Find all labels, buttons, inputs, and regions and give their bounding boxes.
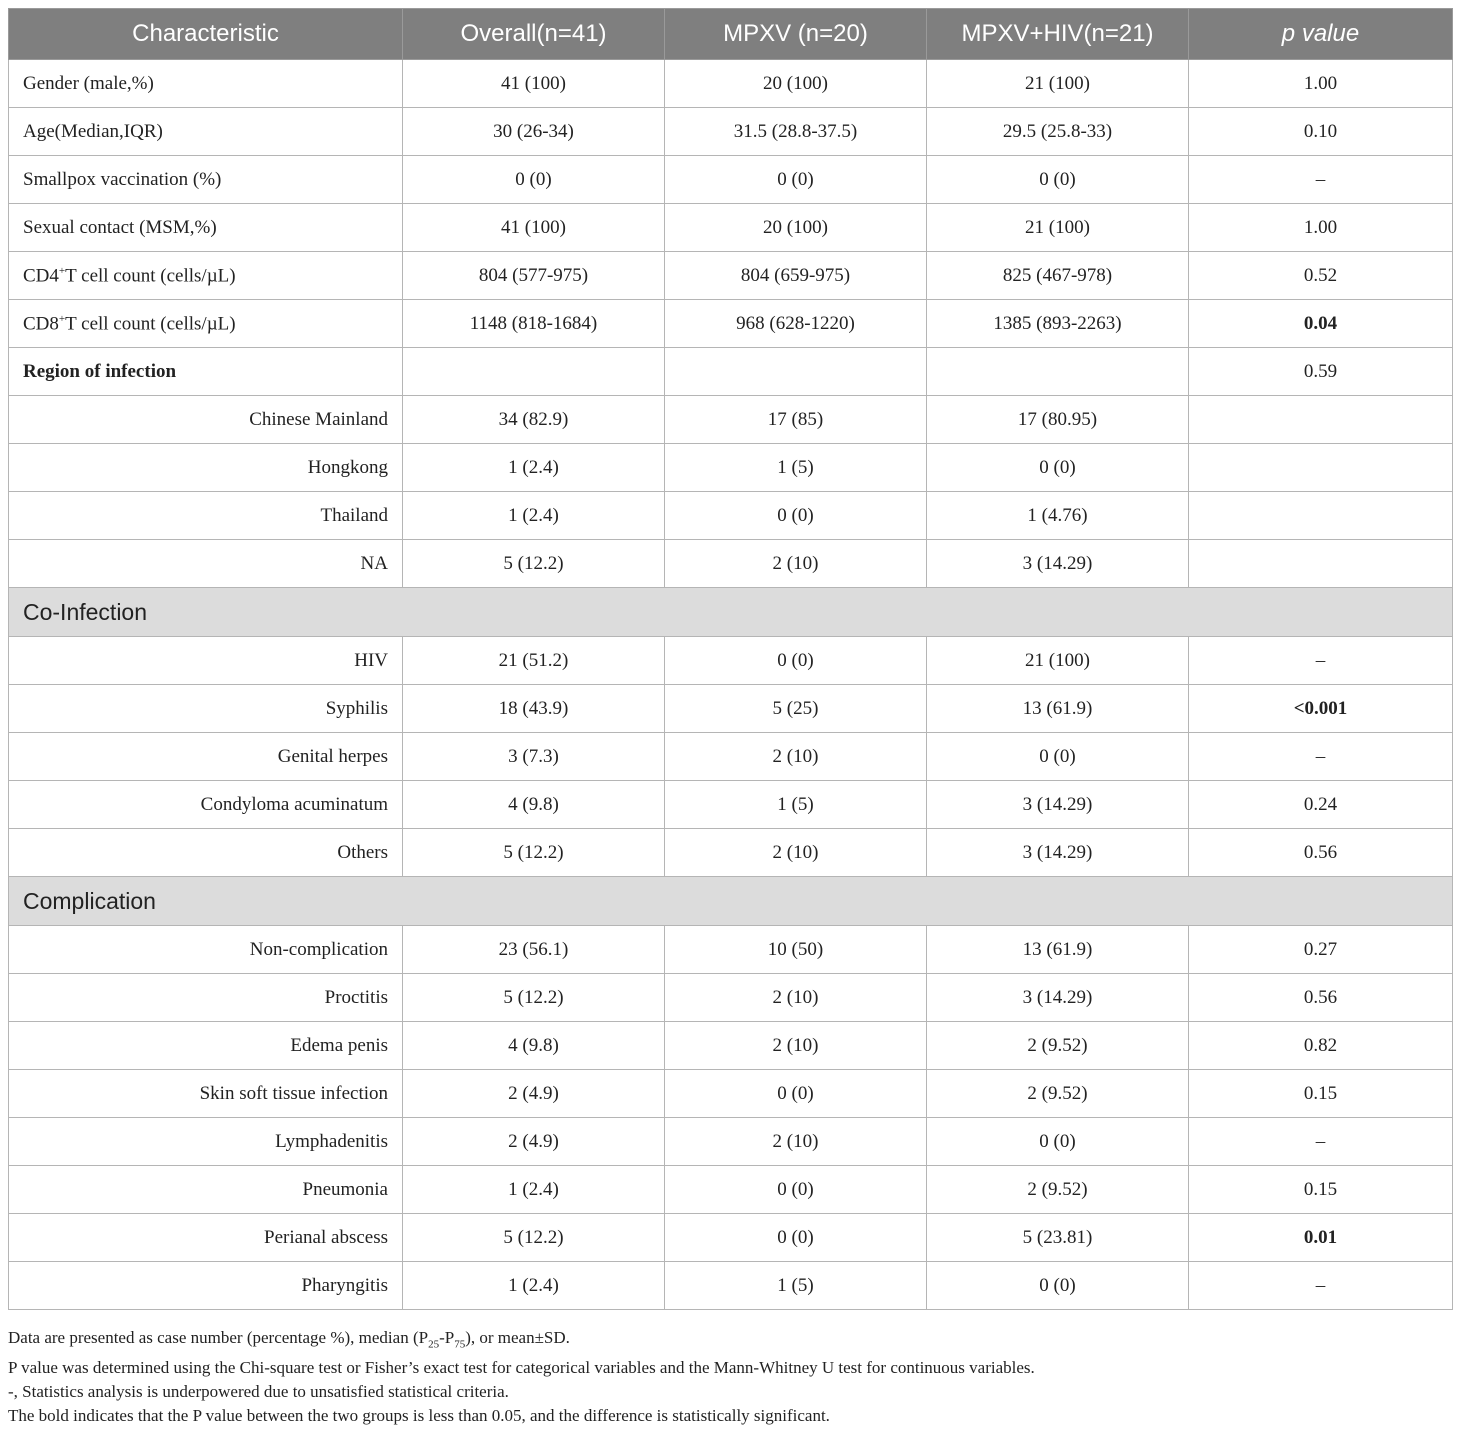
- cell-mpxv: 0 (0): [665, 1070, 927, 1118]
- cell-mpxv-hiv: 3 (14.29): [927, 540, 1189, 588]
- row-label: Pharyngitis: [9, 1262, 403, 1310]
- table-row: [9, 252, 1453, 300]
- table-row: [9, 1214, 1453, 1262]
- row-label: Perianal abscess: [9, 1214, 403, 1262]
- row-label: Genital herpes: [9, 733, 403, 781]
- cell-overall: 0 (0): [403, 156, 665, 204]
- cell-p-value: –: [1189, 1262, 1453, 1310]
- table-body: [9, 60, 1453, 1310]
- cell-p-value: 0.59: [1189, 348, 1453, 396]
- cell-overall: 41 (100): [403, 60, 665, 108]
- row-label: Non-complication: [9, 926, 403, 974]
- table-row: [9, 829, 1453, 877]
- row-label: Syphilis: [9, 685, 403, 733]
- cell-mpxv: 1 (5): [665, 781, 927, 829]
- footnote-1-text: Data are presented as case number (percentage %), median (P: [8, 1328, 429, 1347]
- table-row: [9, 540, 1453, 588]
- cell-mpxv-hiv: 2 (9.52): [927, 1070, 1189, 1118]
- section-title: Co-Infection: [9, 588, 1453, 637]
- row-label-superscript: +: [58, 264, 66, 277]
- cell-overall: 804 (577-975): [403, 252, 665, 300]
- cell-overall: 2 (4.9): [403, 1118, 665, 1166]
- cell-overall: 3 (7.3): [403, 733, 665, 781]
- cell-mpxv-hiv: 3 (14.29): [927, 781, 1189, 829]
- cell-overall: 1 (2.4): [403, 492, 665, 540]
- section-header-row: [9, 877, 1453, 926]
- cell-p-value: 0.10: [1189, 108, 1453, 156]
- row-label: Gender (male,%): [9, 60, 403, 108]
- cell-p-value: 1.00: [1189, 60, 1453, 108]
- row-label: Others: [9, 829, 403, 877]
- cell-mpxv-hiv: 2 (9.52): [927, 1166, 1189, 1214]
- cell-mpxv: 2 (10): [665, 1022, 927, 1070]
- cell-mpxv-hiv: 1385 (893-2263): [927, 300, 1189, 348]
- row-label-text-end: T cell count (cells/µL): [65, 313, 236, 335]
- table-row: [9, 685, 1453, 733]
- cell-p-value: 0.82: [1189, 1022, 1453, 1070]
- cell-overall: 18 (43.9): [403, 685, 665, 733]
- cell-overall: 1 (2.4): [403, 1262, 665, 1310]
- cell-overall: 1 (2.4): [403, 444, 665, 492]
- cell-mpxv: 2 (10): [665, 829, 927, 877]
- cell-mpxv: 0 (0): [665, 637, 927, 685]
- footnote-1-text-mid: -P: [439, 1328, 455, 1347]
- cell-overall: 30 (26-34): [403, 108, 665, 156]
- row-label: [9, 252, 403, 300]
- table-row: [9, 733, 1453, 781]
- cell-overall: 23 (56.1): [403, 926, 665, 974]
- cell-mpxv: 804 (659-975): [665, 252, 927, 300]
- table-row: [9, 1022, 1453, 1070]
- cell-p-value: 0.24: [1189, 781, 1453, 829]
- cell-p-value: 1.00: [1189, 204, 1453, 252]
- row-label: HIV: [9, 637, 403, 685]
- cell-p-value: <0.001: [1189, 685, 1453, 733]
- cell-mpxv-hiv: 13 (61.9): [927, 685, 1189, 733]
- row-label-text: CD8: [23, 313, 59, 335]
- table-row: [9, 204, 1453, 252]
- table-row: [9, 444, 1453, 492]
- characteristics-table: [8, 8, 1453, 1310]
- cell-mpxv: 20 (100): [665, 204, 927, 252]
- cell-overall: 1 (2.4): [403, 1166, 665, 1214]
- cell-mpxv: 2 (10): [665, 733, 927, 781]
- col-header-mpxv-hiv: MPXV+HIV(n=21): [927, 9, 1189, 60]
- cell-overall: 5 (12.2): [403, 540, 665, 588]
- cell-p-value: 0.15: [1189, 1070, 1453, 1118]
- cell-overall: 5 (12.2): [403, 974, 665, 1022]
- cell-mpxv-hiv: 0 (0): [927, 733, 1189, 781]
- row-label: Smallpox vaccination (%): [9, 156, 403, 204]
- cell-overall: 4 (9.8): [403, 1022, 665, 1070]
- cell-mpxv-hiv: 0 (0): [927, 1118, 1189, 1166]
- cell-mpxv: 31.5 (28.8-37.5): [665, 108, 927, 156]
- cell-mpxv: 0 (0): [665, 156, 927, 204]
- row-label: Chinese Mainland: [9, 396, 403, 444]
- cell-mpxv: 10 (50): [665, 926, 927, 974]
- cell-mpxv: 2 (10): [665, 974, 927, 1022]
- cell-overall: 21 (51.2): [403, 637, 665, 685]
- cell-overall: 2 (4.9): [403, 1070, 665, 1118]
- row-label: Skin soft tissue infection: [9, 1070, 403, 1118]
- row-label: Proctitis: [9, 974, 403, 1022]
- cell-p-value: 0.56: [1189, 829, 1453, 877]
- cell-mpxv: [665, 348, 927, 396]
- cell-p-value: –: [1189, 1118, 1453, 1166]
- cell-mpxv: 968 (628-1220): [665, 300, 927, 348]
- cell-mpxv-hiv: 29.5 (25.8-33): [927, 108, 1189, 156]
- row-label: Region of infection: [9, 348, 403, 396]
- cell-mpxv: 1 (5): [665, 1262, 927, 1310]
- cell-overall: 4 (9.8): [403, 781, 665, 829]
- cell-mpxv: 20 (100): [665, 60, 927, 108]
- cell-mpxv-hiv: 1 (4.76): [927, 492, 1189, 540]
- cell-mpxv-hiv: 0 (0): [927, 1262, 1189, 1310]
- cell-mpxv-hiv: 0 (0): [927, 444, 1189, 492]
- row-label: Lymphadenitis: [9, 1118, 403, 1166]
- table-row: [9, 1262, 1453, 1310]
- cell-mpxv: 17 (85): [665, 396, 927, 444]
- cell-mpxv: 2 (10): [665, 1118, 927, 1166]
- table-row: [9, 156, 1453, 204]
- row-label: Age(Median,IQR): [9, 108, 403, 156]
- cell-p-value: [1189, 396, 1453, 444]
- header-row: [9, 9, 1453, 60]
- table-row: [9, 1166, 1453, 1214]
- footnote-4: The bold indicates that the P value between the two groups is less than 0.05, and the difference is statistically significant.: [8, 1406, 830, 1426]
- row-label: Pneumonia: [9, 1166, 403, 1214]
- cell-p-value: –: [1189, 156, 1453, 204]
- col-header-overall: Overall(n=41): [403, 9, 665, 60]
- col-header-p-value: p value: [1189, 9, 1453, 60]
- cell-mpxv: 1 (5): [665, 444, 927, 492]
- footnote-1-text-end: ), or mean±SD.: [465, 1328, 570, 1347]
- row-label-text-end: T cell count (cells/µL): [65, 265, 236, 287]
- cell-mpxv-hiv: 21 (100): [927, 60, 1189, 108]
- footnote-2: P value was determined using the Chi-square test or Fisher’s exact test for categorical variables and the Mann-Whitney U test for continuous variables.: [8, 1358, 1035, 1378]
- table-footnotes: [8, 1326, 1452, 1428]
- cell-p-value: [1189, 540, 1453, 588]
- cell-p-value: 0.56: [1189, 974, 1453, 1022]
- footnote-3: -, Statistics analysis is underpowered due to unsatisfied statistical criteria.: [8, 1382, 509, 1402]
- cell-overall: 34 (82.9): [403, 396, 665, 444]
- row-label: NA: [9, 540, 403, 588]
- cell-p-value: –: [1189, 637, 1453, 685]
- row-label: Sexual contact (MSM,%): [9, 204, 403, 252]
- table-row: [9, 108, 1453, 156]
- cell-mpxv: 5 (25): [665, 685, 927, 733]
- cell-mpxv-hiv: 3 (14.29): [927, 829, 1189, 877]
- row-label: Condyloma acuminatum: [9, 781, 403, 829]
- cell-overall: [403, 348, 665, 396]
- table-row: [9, 974, 1453, 1022]
- cell-mpxv-hiv: 17 (80.95): [927, 396, 1189, 444]
- cell-overall: 5 (12.2): [403, 1214, 665, 1262]
- cell-mpxv-hiv: 3 (14.29): [927, 974, 1189, 1022]
- table-row: [9, 1070, 1453, 1118]
- cell-mpxv-hiv: [927, 348, 1189, 396]
- cell-mpxv: 0 (0): [665, 1214, 927, 1262]
- cell-mpxv-hiv: 2 (9.52): [927, 1022, 1189, 1070]
- cell-mpxv: 2 (10): [665, 540, 927, 588]
- cell-p-value: [1189, 492, 1453, 540]
- table-row: [9, 348, 1453, 396]
- cell-p-value: 0.27: [1189, 926, 1453, 974]
- row-label: Edema penis: [9, 1022, 403, 1070]
- cell-p-value: 0.52: [1189, 252, 1453, 300]
- cell-p-value: 0.15: [1189, 1166, 1453, 1214]
- table-row: [9, 492, 1453, 540]
- row-label: Thailand: [9, 492, 403, 540]
- footnote-1: [8, 1326, 1452, 1356]
- cell-mpxv-hiv: 5 (23.81): [927, 1214, 1189, 1262]
- footnote-1-sub-25: 25: [428, 1338, 440, 1351]
- cell-mpxv-hiv: 21 (100): [927, 637, 1189, 685]
- cell-overall: 41 (100): [403, 204, 665, 252]
- table-row: [9, 60, 1453, 108]
- row-label-text: CD4: [23, 265, 59, 287]
- footnote-1-sub-75: 75: [454, 1338, 466, 1351]
- row-label-superscript: +: [58, 312, 66, 325]
- cell-mpxv-hiv: 21 (100): [927, 204, 1189, 252]
- col-header-characteristic: Characteristic: [9, 9, 403, 60]
- cell-mpxv-hiv: 13 (61.9): [927, 926, 1189, 974]
- cell-mpxv-hiv: 825 (467-978): [927, 252, 1189, 300]
- cell-p-value: [1189, 444, 1453, 492]
- cell-mpxv-hiv: 0 (0): [927, 156, 1189, 204]
- cell-overall: 1148 (818-1684): [403, 300, 665, 348]
- cell-p-value: 0.01: [1189, 1214, 1453, 1262]
- row-label: Hongkong: [9, 444, 403, 492]
- table-row: [9, 637, 1453, 685]
- cell-mpxv: 0 (0): [665, 1166, 927, 1214]
- cell-mpxv: 0 (0): [665, 492, 927, 540]
- cell-p-value: 0.04: [1189, 300, 1453, 348]
- section-header-row: [9, 588, 1453, 637]
- row-label: [9, 300, 403, 348]
- cell-overall: 5 (12.2): [403, 829, 665, 877]
- table-row: [9, 396, 1453, 444]
- table-row: [9, 926, 1453, 974]
- col-header-mpxv: MPXV (n=20): [665, 9, 927, 60]
- cell-p-value: –: [1189, 733, 1453, 781]
- section-title: Complication: [9, 877, 1453, 926]
- table-row: [9, 781, 1453, 829]
- table-row: [9, 300, 1453, 348]
- table-row: [9, 1118, 1453, 1166]
